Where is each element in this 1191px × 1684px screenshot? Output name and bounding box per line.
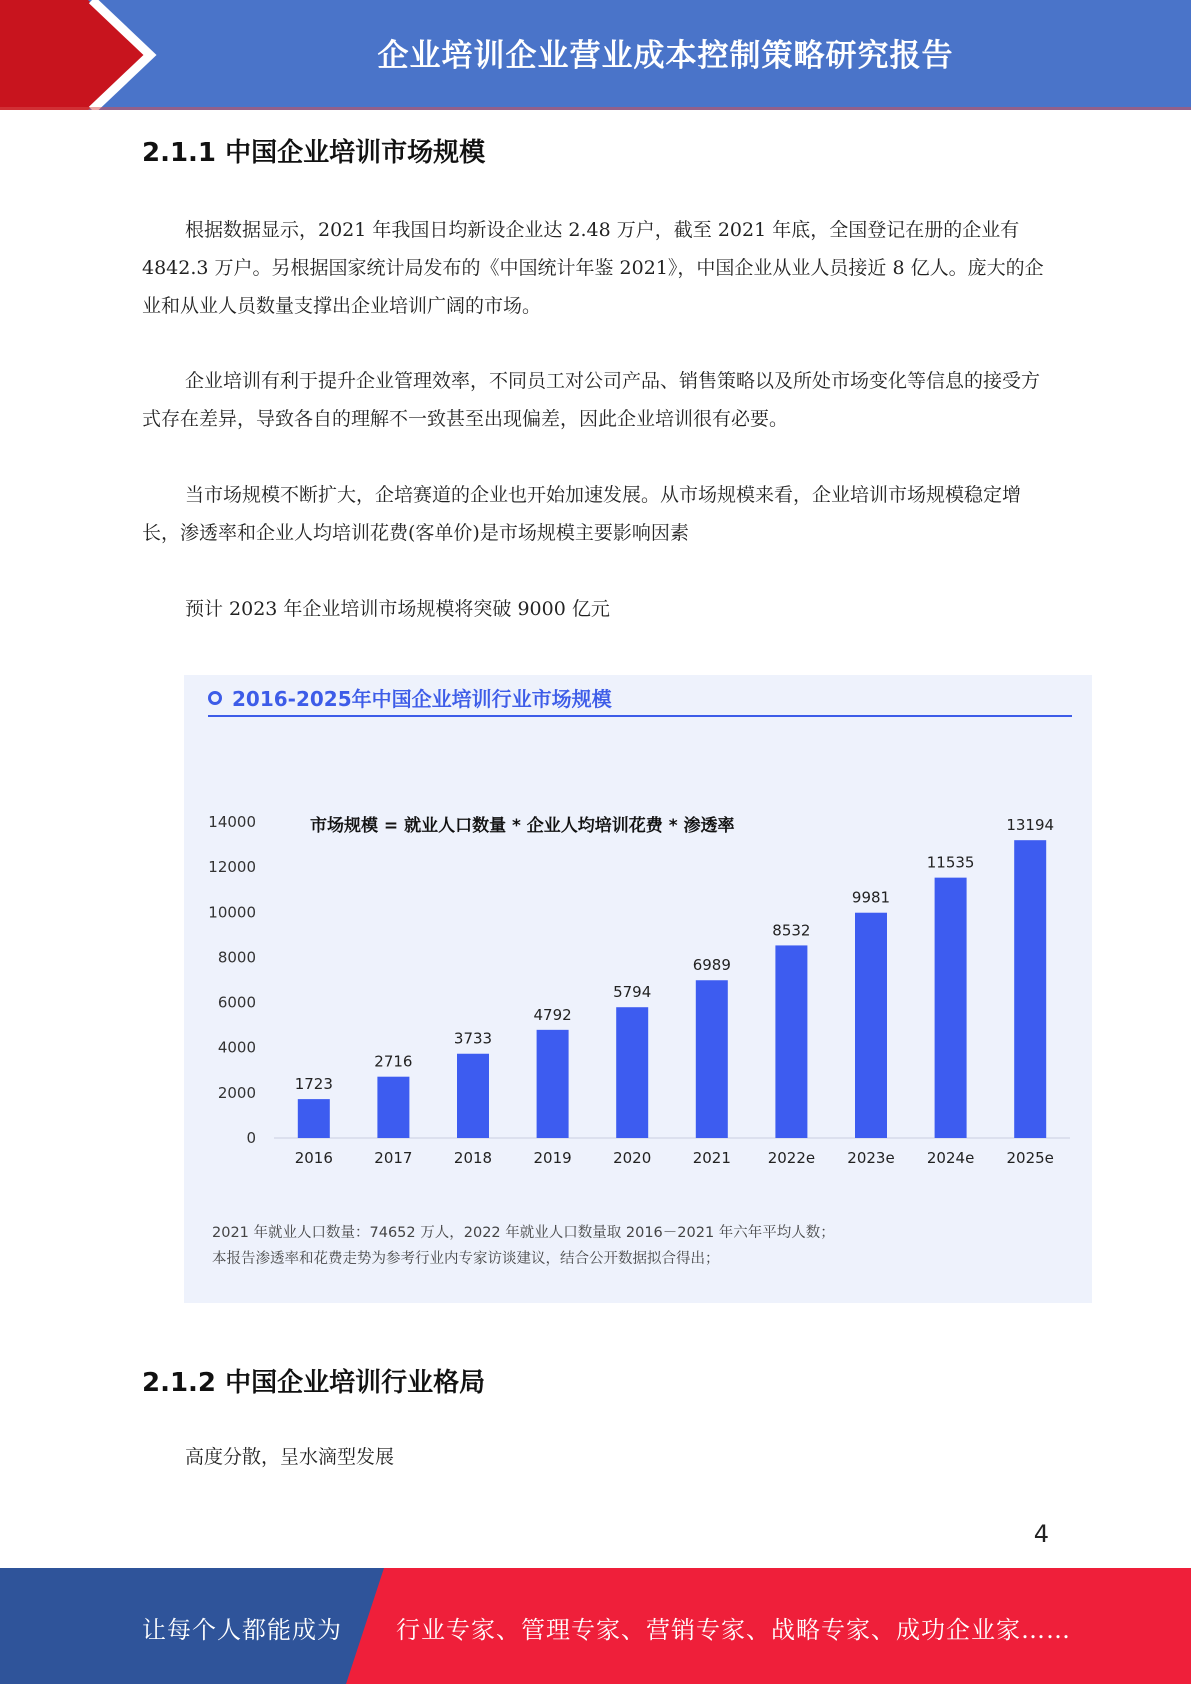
x-tick-label-2025e: 2025e (1006, 1149, 1054, 1167)
y-tick-label: 12000 (208, 858, 256, 877)
y-tick-label: 4000 (217, 1038, 256, 1057)
bar-2016 (298, 1099, 330, 1138)
data-label-2021: 6989 (692, 956, 731, 975)
title-marker-icon (210, 693, 221, 704)
chart-footnote-2: 本报告渗透率和花费走势为参考行业内专家访谈建议，结合公开数据拟合得出； (212, 1251, 720, 1267)
chart-title: 2016-2025年中国企业培训行业市场规模 (232, 687, 612, 711)
x-tick-label-2024e: 2024e (926, 1149, 975, 1167)
x-tick-label-2020: 2020 (613, 1149, 652, 1167)
data-label-2016: 1723 (294, 1075, 333, 1094)
y-tick-label: 14000 (208, 813, 256, 831)
data-label-2017: 2716 (374, 1052, 413, 1071)
bar-chart-svg (184, 675, 1092, 1303)
y-tick-label: 0 (246, 1129, 256, 1147)
bar-2024e (935, 878, 967, 1138)
data-label-2019: 4792 (533, 1005, 572, 1024)
footer-slogan-right: 行业专家、管理专家、营销专家、战略专家、成功企业家…… (396, 1616, 1071, 1644)
y-tick-label: 10000 (208, 903, 256, 922)
bar-2018 (457, 1054, 489, 1138)
data-label-2023e: 9981 (851, 888, 891, 907)
bar-2019 (537, 1030, 569, 1138)
y-tick-label: 6000 (217, 993, 256, 1012)
data-label-2018: 3733 (453, 1029, 493, 1048)
page-footer (0, 1568, 1191, 1684)
section-title-2-1-2: 2.1.2 中国企业培训行业格局 (142, 1368, 486, 1398)
data-label-2020: 5794 (613, 983, 652, 1002)
paragraph-industry-pattern: 高度分散，呈水滴型发展 (185, 1446, 395, 1468)
paragraph-training-necessity: 企业培训有利于提升企业管理效率，不同员工对公司产品、销售策略以及所处市场变化等信息的接受方式存在差异，导致各自的理解不一致甚至出现偏差，因此企业培训很有必要。 (142, 370, 1041, 430)
section-title-2-1-1: 2.1.1 中国企业培训市场规模 (142, 138, 486, 168)
page-number: 4 (1033, 1520, 1049, 1548)
paragraph-market-growth: 当市场规模不断扩大，企培赛道的企业也开始加速发展。从市场规模来看，企业培训市场规模稳定增长，渗透率和企业人均培训花费(客单价)是市场规模主要影响因素 (142, 484, 1022, 544)
bar-2021 (696, 980, 728, 1138)
x-tick-label-2022e: 2022e (767, 1149, 816, 1167)
y-tick-label: 2000 (217, 1083, 256, 1102)
market-size-chart (184, 675, 1092, 1303)
y-tick-label: 8000 (217, 948, 256, 967)
bar-2025e (1014, 840, 1046, 1138)
paragraph-enterprise-count: 根据数据显示，2021 年我国日均新设企业达 2.48 万户，截至 2021 年底，全国登记在册的企业有 4842.3 万户。另根据国家统计局发布的《中国统计年鉴 2021》，中国企业从业人员接近 8 亿人。庞大的企业和从业人员数量支撑出企业培训广阔的市场。 (142, 219, 1044, 317)
bar-2023e (855, 913, 887, 1138)
chart-footnotes (212, 1220, 1072, 1272)
chart-footnote-1: 2021 年就业人口数量：74652 万人，2022 年就业人口数量取 2016－2021 年六年平均人数； (212, 1225, 835, 1241)
chart-annotation-formula: 市场规模 = 就业人口数量 * 企业人均培训花费 * 渗透率 (310, 816, 735, 836)
document-title: 企业培训企业营业成本控制策略研究报告 (377, 38, 954, 74)
x-tick-label-2017: 2017 (374, 1149, 413, 1167)
paragraph-forecast: 预计 2023 年企业培训市场规模将突破 9000 亿元 (185, 598, 610, 620)
bar-2022e (775, 945, 807, 1138)
page-header (0, 0, 1191, 110)
x-tick-label-2019: 2019 (533, 1149, 572, 1167)
footer-slogan-left: 让每个人都能成为 (142, 1616, 342, 1644)
bar-2020 (616, 1007, 648, 1138)
bar-2017 (377, 1077, 409, 1138)
x-tick-label-2023e: 2023e (847, 1149, 895, 1167)
x-tick-label-2016: 2016 (294, 1149, 333, 1167)
data-label-2025e: 13194 (1006, 816, 1055, 835)
data-label-2022e: 8532 (772, 921, 811, 940)
x-tick-label-2021: 2021 (692, 1149, 731, 1167)
x-tick-label-2018: 2018 (453, 1149, 493, 1167)
data-label-2024e: 11535 (926, 853, 975, 872)
